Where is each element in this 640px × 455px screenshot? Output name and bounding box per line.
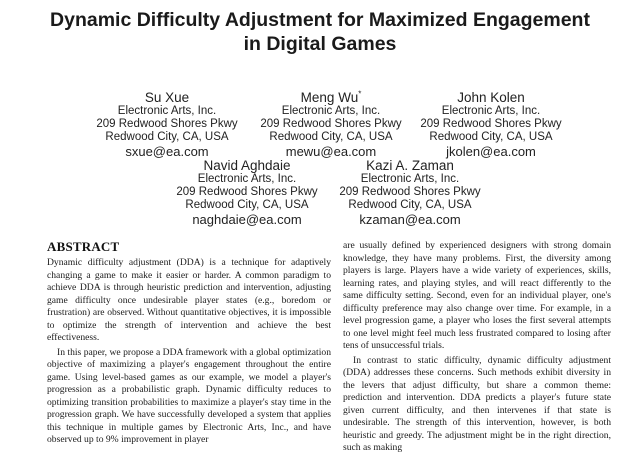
- author-email[interactable]: naghdaie@ea.com: [192, 212, 302, 227]
- author-email[interactable]: mewu@ea.com: [285, 144, 377, 159]
- author-block: [172, 158, 322, 227]
- author-street: 209 Redwood Shores Pkwy: [420, 118, 562, 130]
- title-line-2: in Digital Games: [243, 33, 397, 55]
- author-org: Electronic Arts, Inc.: [197, 173, 297, 185]
- body-paragraph: In contrast to static difficulty, dynamic difficulty adjustment (DDA) addresses these concerns. Such methods exhibit diversity in the levers that adjust difficulty, but share a common theme: prediction and intervention. DDA predicts a player's future state given current difficulty, and then intervenes if that state is undesirable. The strength of this intervention, however, is both heuristic and greedy. The adjustment might be in the right direction, such as making: [343, 354, 611, 453]
- body-paragraph: are usually defined by experienced designers with strong domain knowledge, they have many problems. First, the diversity among players is large. Players have a wide variety of experiences, skills, learning rates, and playing styles, and will react differently to the same difficulty setting. Second, even for an individual player, one's difficulty preference may also change over time. For example, in a level progression game, a player who loses the first several attempts to one level might feel much less frustrated compared to losing after tens of unsuccessful trials.: [343, 240, 611, 351]
- author-street: 209 Redwood Shores Pkwy: [260, 118, 402, 130]
- author-block: [92, 90, 242, 159]
- author-city: Redwood City, CA, USA: [348, 199, 472, 211]
- abstract-paragraph: In this paper, we propose a DDA framework with a global optimization objective of maximizing a player's engagement throughout the entire game. Using level-based games as our example, we model a player's progression as a probabilistic graph. Dynamic difficulty reduces to optimizing transition probabilities to maximize a player's stay time in the progression graph. We have successfully developed a system that applies this technique in multiple games by Electronic Arts, Inc., and have observed up to 9% improvement in player: [47, 346, 331, 445]
- title-line-1: Dynamic Difficulty Adjustment for Maximized Engagement: [50, 9, 590, 31]
- author-block: [335, 158, 485, 227]
- author-block: [416, 90, 566, 159]
- author-email[interactable]: sxue@ea.com: [125, 144, 209, 159]
- author-block: [256, 90, 406, 159]
- author-name: Su Xue: [144, 90, 190, 105]
- author-name: Kazi A. Zaman: [366, 158, 454, 173]
- author-org: Electronic Arts, Inc.: [117, 105, 217, 117]
- author-email[interactable]: kzaman@ea.com: [359, 212, 461, 227]
- author-name-text: Meng Wu: [300, 90, 359, 105]
- author-email[interactable]: jkolen@ea.com: [446, 144, 536, 159]
- author-org: Electronic Arts, Inc.: [281, 105, 381, 117]
- author-street: 209 Redwood Shores Pkwy: [96, 118, 238, 130]
- abstract-paragraph: Dynamic difficulty adjustment (DDA) is a technique for adaptively changing a game to make it easier or harder. A common paradigm to achieve DDA is through heuristic prediction and intervention, adjusting game difficulty once undesirable player states (e.g., boredom or frustration) are observed. Without quantitative objectives, it is impossible to optimize the strength of intervention and achieve the best effectiveness.: [47, 257, 331, 343]
- abstract-heading: ABSTRACT: [47, 239, 120, 254]
- author-city: Redwood City, CA, USA: [429, 131, 553, 143]
- author-name: Navid Aghdaie: [203, 158, 291, 173]
- right-column: [343, 240, 611, 455]
- author-name: John Kolen: [457, 90, 525, 105]
- left-column: [47, 257, 331, 447]
- author-footnote-mark: *: [358, 89, 362, 99]
- author-street: 209 Redwood Shores Pkwy: [339, 186, 481, 198]
- author-street: 209 Redwood Shores Pkwy: [176, 186, 318, 198]
- author-city: Redwood City, CA, USA: [269, 131, 393, 143]
- author-name: [256, 90, 406, 105]
- author-org: Electronic Arts, Inc.: [360, 173, 460, 185]
- author-city: Redwood City, CA, USA: [105, 131, 229, 143]
- author-city: Redwood City, CA, USA: [185, 199, 309, 211]
- author-org: Electronic Arts, Inc.: [441, 105, 541, 117]
- paper-title: [20, 8, 620, 56]
